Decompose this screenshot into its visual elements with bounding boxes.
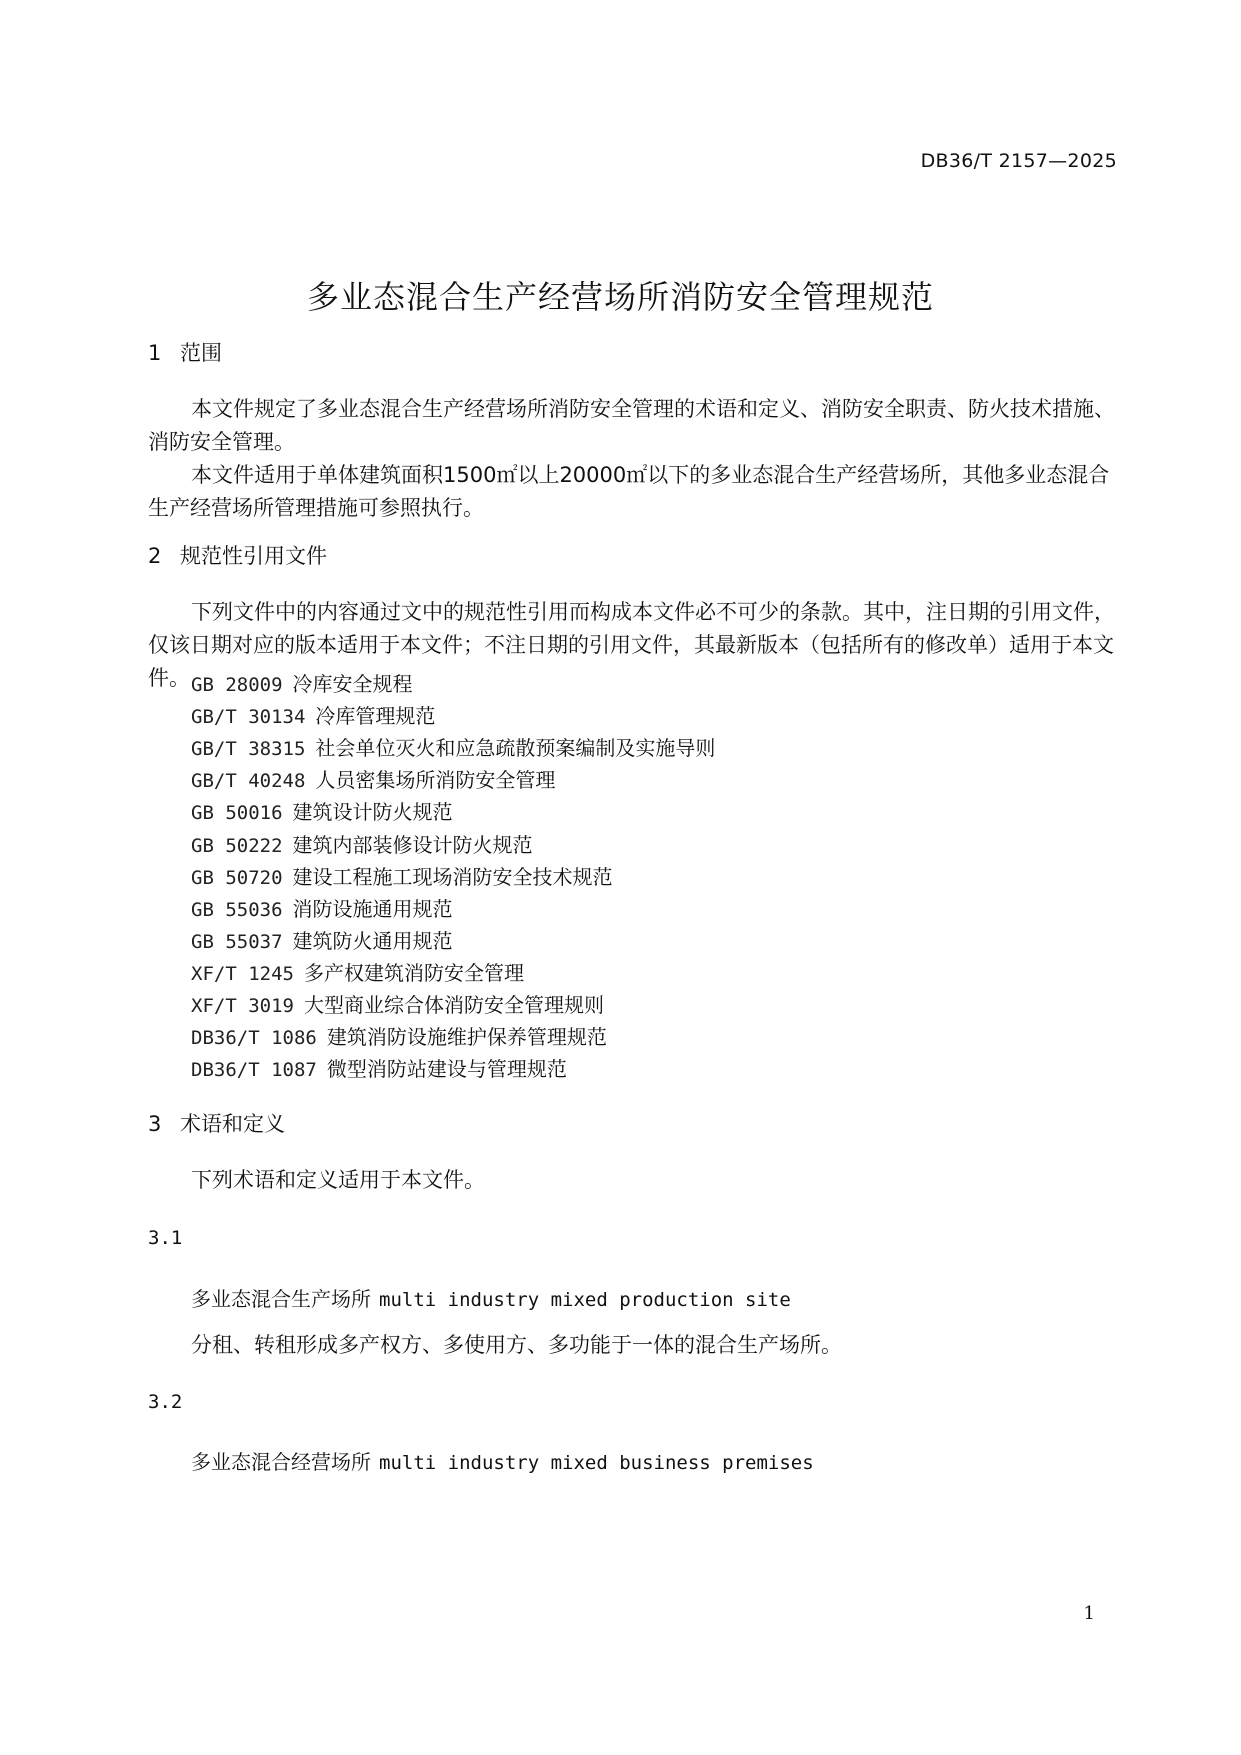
term-zh: 多业态混合生产场所 [191,1287,371,1311]
reference-item [191,700,435,729]
section-title: 规范性引用文件 [180,544,327,568]
reference-name: 建筑设计防火规范 [292,800,453,824]
reference-code: GB 50016 [191,802,283,824]
reference-code: XF/T 3019 [191,995,294,1017]
section-number: 1 [148,341,162,365]
reference-code: GB 50720 [191,867,283,889]
reference-name: 建筑内部装修设计防火规范 [292,833,533,857]
document-title: 多业态混合生产经营场所消防安全管理规范 [306,278,934,316]
page-number: 1 [1083,1603,1095,1624]
reference-code: DB36/T 1087 [191,1059,317,1081]
term-en: multi industry mixed production site [379,1289,791,1311]
reference-name: 建筑消防设施维护保养管理规范 [326,1025,607,1049]
reference-name: 社会单位灭火和应急疏散预案编制及实施导则 [315,736,716,760]
reference-name: 大型商业综合体消防安全管理规则 [303,993,604,1017]
section-number: 3 [148,1112,162,1136]
term-zh: 多业态混合经营场所 [191,1450,371,1474]
references-intro: 下列文件中的内容通过文中的规范性引用而构成本文件必不可少的条款。其中，注日期的引用文件，仅该日期对应的版本适用于本文件；不注日期的引用文件，其最新版本（包括所有的修改单）适用于本文件。 [148,600,1115,690]
reference-item [191,925,453,954]
reference-code: GB 28009 [191,674,283,696]
reference-code: DB36/T 1086 [191,1027,317,1049]
reference-code: GB/T 40248 [191,770,306,792]
reference-name: 冷库安全规程 [292,672,413,696]
reference-item [191,796,453,825]
reference-name: 建筑防火通用规范 [292,929,453,953]
clause-number: 3.1 [148,1227,183,1249]
section-2-heading [148,540,327,570]
reference-name: 消防设施通用规范 [292,897,453,921]
reference-item [191,668,413,697]
term-entry [191,1283,791,1312]
reference-name: 建设工程施工现场消防安全技术规范 [292,865,613,889]
term-definition: 分租、转租形成多产权方、多使用方、多功能于一体的混合生产场所。 [191,1333,842,1357]
reference-item [191,829,533,858]
reference-item [191,764,555,793]
term-entry [191,1446,814,1475]
reference-name: 人员密集场所消防安全管理 [315,768,556,792]
reference-item [191,989,604,1018]
term-en: multi industry mixed business premises [379,1452,814,1474]
reference-item [191,1053,567,1082]
terms-intro: 下列术语和定义适用于本文件。 [191,1168,485,1192]
reference-code: XF/T 1245 [191,963,294,985]
section-3-heading [148,1108,285,1138]
scope-paragraph-2: 本文件适用于单体建筑面积1500㎡以上20000㎡以下的多业态混合生产经营场所，其他多业态混合生产经营场所管理措施可参照执行。 [148,463,1110,520]
reference-item [191,732,715,761]
reference-code: GB/T 30134 [191,706,306,728]
reference-code: GB/T 38315 [191,738,306,760]
section-number: 2 [148,544,162,568]
reference-name: 多产权建筑消防安全管理 [303,961,524,985]
reference-item [191,957,524,986]
reference-item [191,861,613,890]
section-title: 范围 [180,341,222,365]
reference-code: GB 50222 [191,835,283,857]
section-1-heading [148,337,222,367]
reference-name: 微型消防站建设与管理规范 [326,1057,567,1081]
clause-number: 3.2 [148,1391,183,1413]
standard-code: DB36/T 2157—2025 [920,150,1117,172]
scope-paragraph-1: 本文件规定了多业态混合生产经营场所消防安全管理的术语和定义、消防安全职责、防火技术措施、消防安全管理。 [148,397,1115,454]
section-title: 术语和定义 [180,1112,285,1136]
reference-item [191,893,453,922]
reference-item [191,1021,607,1050]
reference-code: GB 55036 [191,899,283,921]
reference-code: GB 55037 [191,931,283,953]
reference-name: 冷库管理规范 [315,704,436,728]
